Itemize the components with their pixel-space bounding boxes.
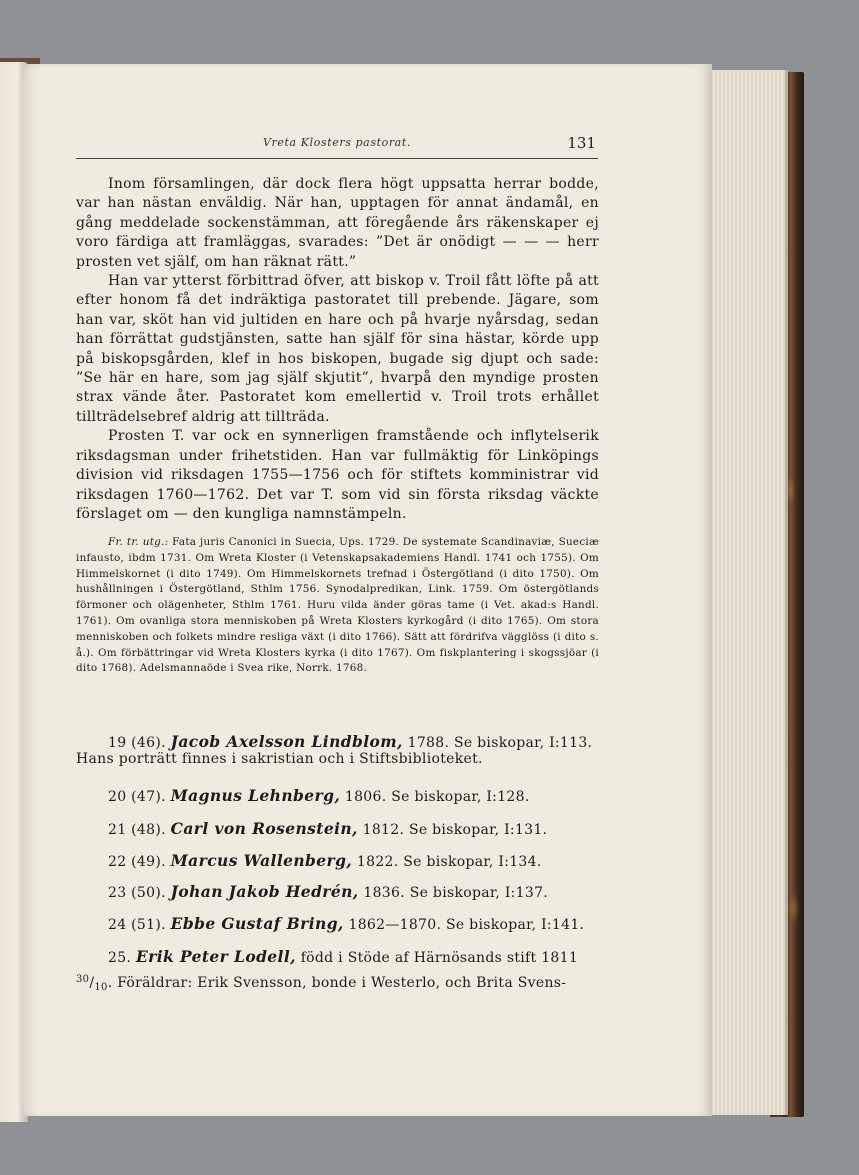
- entry-23: [76, 882, 599, 901]
- entry-note: Hans porträtt finnes i sakristian och i Stiftsbiblioteket.: [76, 751, 483, 767]
- page-stack-edge: [705, 70, 788, 1115]
- entry-24: [76, 914, 599, 933]
- entry-number: 20 (47).: [108, 789, 166, 805]
- entry-details: 1836. Se biskopar, I:137.: [363, 885, 549, 901]
- paragraph: Han var ytterst förbittrad öfver, att biskop v. Troil fått löfte på att efter honom få det indräktiga pastoratet till prebende. Jägare, som han var, sköt han vid jultiden en hare och på hvarje nyårsdag, sedan han förrättat gudstjänsten, satte han själf för sina hästar, körde upp på biskopsgården, klef in hos biskopen, bugade sig djupt och sade: ”Se här en hare, som jag själf skjutit”, hvarpå den myndige prosten strax vände åter. Pastoratet kom emellertid v. Troil trots erhållet tillträdelsebref aldrig att tillträda.: [76, 273, 599, 425]
- entry-details: 1812. Se biskopar, I:131.: [362, 822, 548, 838]
- running-head: [76, 134, 598, 159]
- entry-number: 21 (48).: [108, 822, 166, 838]
- entry-number: 25.: [108, 950, 132, 966]
- entry-name: Ebbe Gustaf Bring,: [170, 914, 344, 933]
- entry-number: 23 (50).: [108, 885, 166, 901]
- entry-name: Erik Peter Lodell,: [135, 947, 296, 966]
- entry-name: Magnus Lehnberg,: [170, 786, 341, 805]
- entry-continuation: . Föräldrar: Erik Svensson, bonde i Westerlo, och Brita Svens-: [107, 975, 567, 991]
- date-day: 30: [76, 974, 90, 985]
- entry-19: [76, 732, 599, 767]
- notes-paragraph: [76, 535, 599, 677]
- body-text: [76, 175, 599, 524]
- entry-20: [76, 786, 599, 805]
- entry-25: [76, 946, 599, 999]
- entry-details: 1806. Se biskopar, I:128.: [344, 789, 530, 805]
- bibliography-notes: [76, 535, 599, 677]
- entry-number: 24 (51).: [108, 917, 166, 933]
- page-number: 131: [567, 134, 596, 152]
- notes-text: Fata juris Canonici in Suecia, Ups. 1729. De systemate Scandinaviæ, Sueciæ infausto, ibdm 1731. Om Wreta Kloster (i Vetenskapsakademiens Handl. 1741 och 1755). Om Himmelskornet (i dito 1749). Om Himmelskornets trefnad i Östergötland (i dito 1750). Om hushållningen i Östergötland, Sthlm 1756. Synodalpredikan, Link. 1759. Om östergötlands förmoner och olägenheter, Sthlm 1761. Huru vilda änder göras tame (i Vet. akad:s Handl. 1761). Om ovanliga stora menniskoben på Wreta Klosters kyrkogård (i dito 1765). Om stora menniskoben och folkets mindre resliga växt (i dito 1766). Sätt att fördrifva vägglöss (i dito s. å.). Om förbättringar vid Wreta Klosters kyrka (i dito 1767). Om fiskplantering i skogssjöar (i dito 1768). Adelsmannaöde i Svea rike, Norrk. 1768.: [76, 536, 599, 675]
- entry-name: Johan Jakob Hedrén,: [170, 882, 359, 901]
- entry-note: $^{30}/_{10}$. Föräldrar: Erik Svensson, bonde i Westerlo, och Brita Svens-: [76, 974, 567, 993]
- date-month: 10: [94, 982, 108, 993]
- entry-22: [76, 851, 599, 870]
- entry-name: Carl von Rosenstein,: [170, 819, 358, 838]
- paragraph: Inom församlingen, där dock flera högt uppsatta herrar bodde, var han nästan enväldig. När han, upptagen för annat ändamål, en gång meddelade sockenstämman, att föregående års räkenskaper ej voro färdiga att framläggas, svarades: ”Det är onödigt — — — herr prosten vet själf, om han räknat rätt.”: [76, 176, 599, 270]
- entry-name: Jacob Axelsson Lindblom,: [170, 732, 403, 751]
- entry-details: 1862—1870. Se biskopar, I:141.: [348, 917, 585, 933]
- entry-number: 19 (46).: [108, 735, 166, 751]
- entry-21: [76, 819, 599, 838]
- entry-details: född i Stöde af Härnösands stift 1811: [300, 950, 579, 966]
- entry-name: Marcus Wallenberg,: [170, 851, 353, 870]
- running-head-title: Vreta Klosters pastorat.: [263, 136, 411, 149]
- entry-number: 22 (49).: [108, 854, 166, 870]
- entry-details: 1788. Se biskopar, I:113.: [407, 735, 593, 751]
- notes-label: Fr. tr. utg.:: [108, 536, 169, 548]
- entry-details: 1822. Se biskopar, I:134.: [356, 854, 542, 870]
- paragraph: Prosten T. var ock en synnerligen framstående och inflytelserik riksdagsman under frihetstiden. Han var fullmäktig för Linköpings division vid riksdagen 1755—1756 och för stiftets komministrar vid riksdagen 1760—1762. Det var T. som vid sin första riksdag väckte förslaget om — den kungliga namnstämpeln.: [76, 428, 599, 522]
